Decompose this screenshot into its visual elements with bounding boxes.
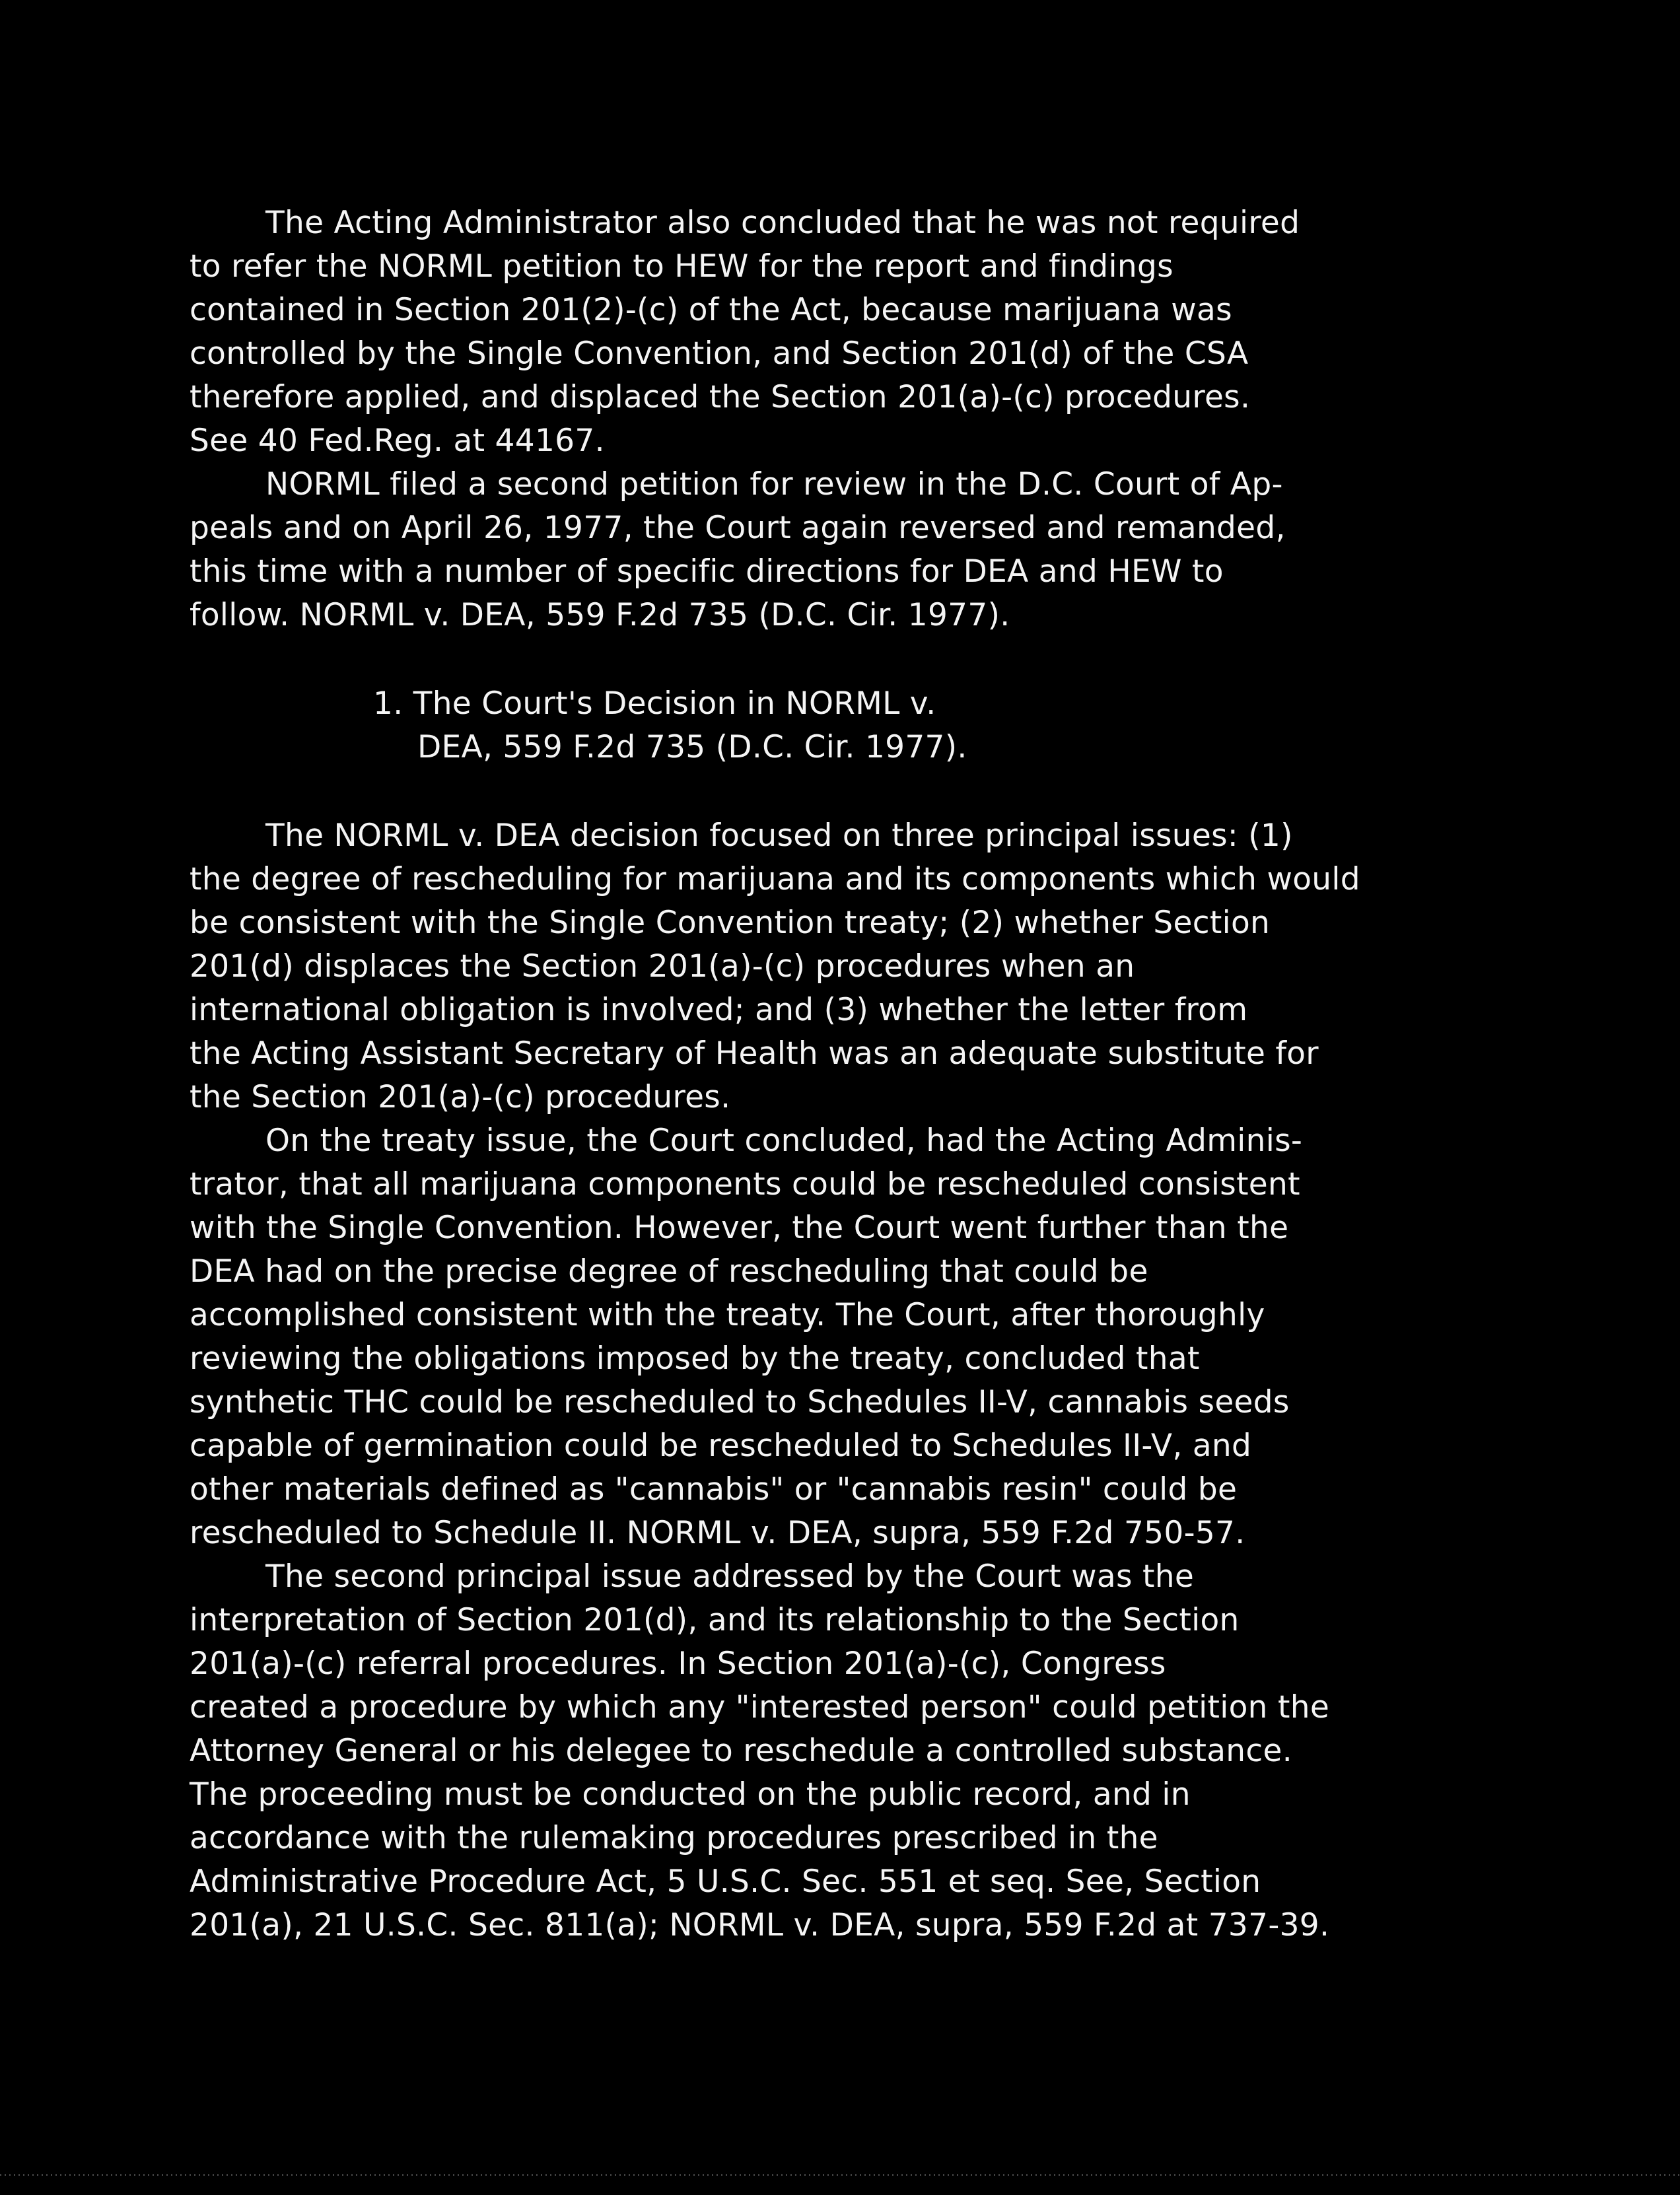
text-line: created a procedure by which any "interested person" could petition the (190, 1689, 1330, 1725)
text-line: this time with a number of specific directions for DEA and HEW to (190, 553, 1224, 590)
text-line: NORML filed a second petition for review in the D.C. Court of Ap- (265, 466, 1283, 503)
text-line: On the treaty issue, the Court concluded, had the Acting Adminis- (265, 1123, 1303, 1159)
text-line: follow. NORML v. DEA, 559 F.2d 735 (D.C. Cir. 1977). (190, 597, 1010, 633)
text-line: to refer the NORML petition to HEW for the report and findings (190, 248, 1173, 285)
text-line: 201(a), 21 U.S.C. Sec. 811(a); NORML v. DEA, supra, 559 F.2d at 737-39. (190, 1907, 1330, 1943)
text-line: controlled by the Single Convention, and Section 201(d) of the CSA (190, 335, 1249, 372)
text-line: accordance with the rulemaking procedures prescribed in the (190, 1820, 1158, 1856)
text-line: peals and on April 26, 1977, the Court again reversed and remanded, (190, 510, 1286, 546)
text-line: Attorney General or his delegee to reschedule a controlled substance. (190, 1733, 1292, 1769)
text-line: 201(d) displaces the Section 201(a)-(c) procedures when an (190, 948, 1135, 985)
text-line: See 40 Fed.Reg. at 44167. (190, 423, 605, 459)
text-line: accomplished consistent with the treaty. The Court, after thoroughly (190, 1297, 1265, 1333)
text-line: The NORML v. DEA decision focused on three principal issues: (1) (265, 818, 1293, 854)
text-line: other materials defined as "cannabis" or "cannabis resin" could be (190, 1471, 1238, 1508)
text-line: 201(a)-(c) referral procedures. In Section 201(a)-(c), Congress (190, 1646, 1166, 1682)
text-line: therefore applied, and displaced the Section 201(a)-(c) procedures. (190, 379, 1251, 415)
text-line: The proceeding must be conducted on the public record, and in (190, 1776, 1191, 1813)
text-line: international obligation is involved; and (3) whether the letter from (190, 992, 1248, 1028)
text-line: capable of germination could be rescheduled to Schedules II-V, and (190, 1428, 1252, 1464)
text-line: interpretation of Section 201(d), and its relationship to the Section (190, 1602, 1240, 1638)
text-line: DEA had on the precise degree of rescheduling that could be (190, 1253, 1148, 1290)
section-heading-line: DEA, 559 F.2d 735 (D.C. Cir. 1977). (417, 729, 967, 765)
section-heading-line: 1. The Court's Decision in NORML v. (373, 685, 936, 722)
text-line: the degree of rescheduling for marijuana and its components which would (190, 861, 1360, 897)
text-line: The Acting Administrator also concluded that he was not required (265, 205, 1300, 241)
text-line: Administrative Procedure Act, 5 U.S.C. Sec. 551 et seq. See, Section (190, 1864, 1261, 1900)
text-line: the Section 201(a)-(c) procedures. (190, 1079, 731, 1115)
text-line: with the Single Convention. However, the Court went further than the (190, 1210, 1289, 1246)
text-line: reviewing the obligations imposed by the treaty, concluded that (190, 1341, 1200, 1377)
text-line: The second principal issue addressed by the Court was the (265, 1558, 1195, 1595)
text-line: the Acting Assistant Secretary of Health was an adequate substitute for (190, 1035, 1319, 1072)
text-line: trator, that all marijuana components could be rescheduled consistent (190, 1166, 1300, 1202)
text-line: rescheduled to Schedule II. NORML v. DEA, supra, 559 F.2d 750-57. (190, 1515, 1245, 1551)
scan-noise-divider (0, 2174, 1680, 2176)
text-line: contained in Section 201(2)-(c) of the Act, because marijuana was (190, 292, 1232, 328)
text-line: synthetic THC could be rescheduled to Schedules II-V, cannabis seeds (190, 1384, 1290, 1420)
text-line: be consistent with the Single Convention treaty; (2) whether Section (190, 905, 1271, 941)
